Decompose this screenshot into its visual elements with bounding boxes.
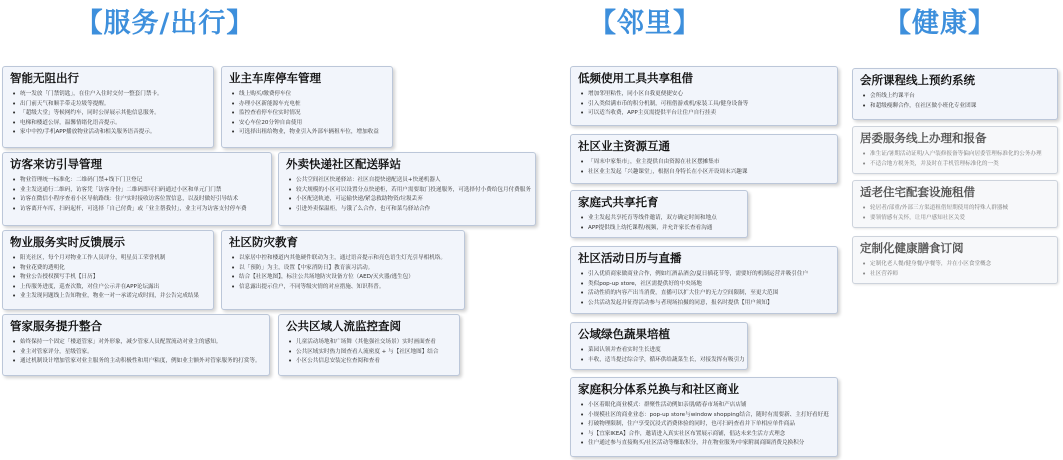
card-title: 智能无阻出行 xyxy=(10,71,79,85)
card-list xyxy=(860,260,1051,279)
list-item: • 社区营养师 xyxy=(860,270,1051,280)
card-list xyxy=(578,270,831,308)
list-item: • 业主发起共享托育等线件邀请，双方确定时间和地点 xyxy=(578,214,741,224)
card-title: 管家服务提升整合 xyxy=(10,319,102,333)
card-title: 家庭式共享托育 xyxy=(578,195,659,209)
list-item: • 增加邻里粘性，同小区自我更便捷安心 xyxy=(578,90,831,100)
list-item: • 要领情感有关怀，让用户感知社区关爱 xyxy=(860,214,1051,224)
list-item: • 始终保持一个固定「楼道管家」对外形象，减少管家人员配置流动对业主的感知。 xyxy=(10,338,263,348)
card-diet-subscription[interactable] xyxy=(852,236,1058,284)
list-item: • 不适合地方税务类，并及时在手机管理标准化的一类 xyxy=(860,160,1051,170)
list-item: • 可选择出租给物业，物业引入外部车辆租车位，增加收益 xyxy=(229,128,386,138)
list-item: • 引进外卖保温柜，与饿了么合作，也可和菜鸟驿站合作 xyxy=(286,205,529,215)
list-item: • 可以适当收费，APP主页需提供平台让住户自行挂卖 xyxy=(578,109,831,119)
list-item: • 打破物理限制，住户享受沉浸式消费体验的同时，也可扫码查看并下单相应单件商品 xyxy=(578,420,831,430)
card-title: 外卖快递社区配送驿站 xyxy=(286,157,401,171)
card-list xyxy=(10,338,263,367)
card-smart-travel[interactable] xyxy=(2,66,214,148)
list-item: • 信息露出提示住户，不同等级灾情的对应措施、知识科普。 xyxy=(229,283,458,293)
list-item: • 上传服务进度，巡查次数，对住户公示并在APP论坛露出 xyxy=(10,283,207,293)
list-item: • 住户通过参与直接购买/社区活动等赚取积分，并在物业服务/中家附属商圈消费兑换积分 xyxy=(578,439,831,449)
list-item: • 通过机制设计增加管家对业主服务的主动积极性和用户粘度，例如业主额外对管家服务的打赏等。 xyxy=(10,357,263,367)
card-list xyxy=(578,90,831,119)
list-item: • 以家居中控和楼道内其他硬件联动为主，通过语音提示和亮色语生灯光引导相机络。 xyxy=(229,254,458,264)
list-item: • 物业花费的透明化 xyxy=(10,264,207,274)
card-title: 公共区域人流监控查阅 xyxy=(286,319,401,333)
card-title: 物业服务实时反馈展示 xyxy=(10,235,125,249)
list-item: • 与【宜家IKEA】合作，邀请进入真实社区布置展示商铺，倡达未来生活方式理念 xyxy=(578,430,831,440)
list-item: • 定制化老人餐/健身餐/孕餐等，并在小区食堂概念 xyxy=(860,260,1051,270)
list-item: • 活动性质的内容产出当消费，直播可以扩大住户的无力空间限制，至更大范围 xyxy=(578,289,831,299)
card-event-calendar[interactable] xyxy=(570,246,838,314)
card-title: 居委服务线上办理和报备 xyxy=(860,131,987,145)
card-disaster-education[interactable] xyxy=(221,230,465,310)
card-title: 会所课程线上预约系统 xyxy=(860,73,975,87)
card-committee-service[interactable] xyxy=(852,126,1058,174)
card-list xyxy=(10,254,207,302)
section-title-neighbor: 【邻里】 xyxy=(589,8,701,39)
list-item: • 类似pop-up store，社区需提供好的中央场地 xyxy=(578,280,831,290)
list-item: • 小区公共信息安装定位查阅和查看 xyxy=(286,357,453,367)
card-list xyxy=(860,204,1051,223)
list-item: • 较大规模的小区可以设置分点快递柜，若用户需要取门投递服务，可选择付小费给包月付费服务 xyxy=(286,186,529,196)
list-item: • 业主发送通行二维码，访客凭「访客身份」二维码即可扫码通过小区和单元门门禁 xyxy=(10,186,265,196)
card-title: 业主车库停车管理 xyxy=(229,71,321,85)
card-title: 低频使用工具共享租借 xyxy=(578,71,693,85)
list-item: • 统一发放「门禁钥匙」，在住户入住时交付一整套门禁卡。 xyxy=(10,90,207,100)
card-list xyxy=(578,214,741,233)
card-list xyxy=(860,92,1051,111)
card-list xyxy=(578,346,745,365)
list-item: • 以「预防」为主，设置【中家消防日】教育演习活动。 xyxy=(229,264,458,274)
list-item: • 引入类似满市币的积分机制，可租借游戏机/家装工具/健身设备等 xyxy=(578,100,831,110)
card-list xyxy=(10,90,207,138)
card-title: 社区防灾教育 xyxy=(229,235,298,249)
list-item: • 阳光社区，每个月对物业工作人员评分，明星员工荣誉机制 xyxy=(10,254,207,264)
list-item: • 办理小区新能源车充电桩 xyxy=(229,100,386,110)
list-item: • 引入优质商家做商业合作，例如红酒品酒会/夏日插花节等，需要好的机制运营并吸引住户 xyxy=(578,270,831,280)
card-title: 适老住宅配套设施租借 xyxy=(860,185,975,199)
list-item: • 出门前天气和顺手带走垃圾等提醒。 xyxy=(10,100,207,110)
card-list xyxy=(10,176,265,214)
card-list xyxy=(578,158,831,177)
list-item: • 公共区域实时热力图查看人流密度 + 与【社区地图】结合 xyxy=(286,348,453,358)
card-title: 社区业主资源互通 xyxy=(578,139,670,153)
list-item: • 小区着眼化商业模式：群聚性活动例如亲朋/踏春市场和产店店铺 xyxy=(578,401,831,411)
list-item: • 电梯和楼道公屏，温馨情绪化语音提示。 xyxy=(10,119,207,129)
section-title-health: 【健康】 xyxy=(884,8,996,39)
list-item: • 丰收，适当提过综合学，循环供给蔬菜生长，对接发挥有吸引力 xyxy=(578,356,741,366)
card-list xyxy=(286,338,453,367)
list-item: • 线上购买/缴费停车位 xyxy=(229,90,386,100)
card-crowd-monitoring[interactable] xyxy=(278,314,460,376)
card-visitor-guidance[interactable] xyxy=(2,152,272,226)
card-list xyxy=(578,401,831,449)
list-item: • 小区配送轨迹，可运输快递/紧急救助物资/垃圾丢弃 xyxy=(286,195,529,205)
list-item: • 社区业主发起「兴趣课堂」，根据自身特长在小区开设周末兴趣课 xyxy=(578,168,831,178)
list-item: • 「周末中家集市」，业主提供自由资源在社区摆摊集市 xyxy=(578,158,831,168)
card-garage-parking[interactable] xyxy=(221,66,393,148)
list-item: • 监控查看停车位实时情况 xyxy=(229,109,386,119)
card-title: 访客来访引导管理 xyxy=(10,157,102,171)
card-title: 社区活动日历与直播 xyxy=(578,251,682,265)
list-item: • 业主对管家评分，星级管家。 xyxy=(10,348,263,358)
card-tool-sharing[interactable] xyxy=(570,66,838,126)
card-elderly-facilities[interactable] xyxy=(852,180,1058,228)
card-title: 定制化健康膳食订阅 xyxy=(860,241,964,255)
list-item: • 轮居者/部重/外部三方渠道租借短期使用的特殊人群器械 xyxy=(860,204,1051,214)
list-item: • 结合【社区地图】，标注公共场地防灾设备方位（AED/灭火器/逃生包） xyxy=(229,273,458,283)
card-shared-childcare[interactable] xyxy=(570,190,748,238)
card-points-commerce[interactable] xyxy=(570,377,838,457)
card-property-feedback[interactable] xyxy=(2,230,214,310)
list-item: • 和超级瘦聊合作，在社区做小班化专业团课 xyxy=(860,102,1051,112)
card-list xyxy=(286,176,529,214)
list-item: • 访客在微信小程序查看小区导航路线：住户实时接收访客位置信息，以及时做好引导结术 xyxy=(10,195,265,205)
card-title: 公域绿色蔬果培植 xyxy=(578,327,670,341)
list-item: • 儿童活动场地和广场舞（其他强社交场景）实时画面查看 xyxy=(286,338,453,348)
list-item: • 准生证/暑期活动证明/入户装修报备等偏向居委管理标准化的公务办理 xyxy=(860,150,1051,160)
list-item: • 公共活动发起并征得活动参与者现场拍摄的同意，报名时提供【用户须知】 xyxy=(578,299,831,309)
list-item: • 菜园认领并查看实时生长进度 xyxy=(578,346,741,356)
list-item: • 家中中控/手机APP播放物业活动和相关服务语音提示。 xyxy=(10,128,207,138)
list-item: • 小规模社区的商业业态：pop-up store与window shopping结合，随时有需要新、主打好看好逛 xyxy=(578,411,831,421)
card-resource-exchange[interactable] xyxy=(570,134,838,184)
list-item: • 「超级大堂」等候网约车，同时公屏展示其他信息服务。 xyxy=(10,109,207,119)
list-item: • 安心车位20分钟自由使用 xyxy=(229,119,386,129)
card-list xyxy=(229,254,458,292)
list-item: • 业主发现问题线上告知物业，物业一对一承诺完成时间，并公告完成结果 xyxy=(10,292,207,302)
card-butler-service[interactable] xyxy=(2,314,270,376)
list-item: • 访客离开车库，扫码起杆，可选择「自己付费」或「业主帮我付」，业主可为访客支付停车费 xyxy=(10,205,265,215)
list-item: • 会所线上约课平台 xyxy=(860,92,1051,102)
card-list xyxy=(229,90,386,138)
section-title-service: 【服务/出行】 xyxy=(75,8,255,39)
list-item: • 公共空间社区快递驿站：社区自提快递配送员+快递机器人 xyxy=(286,176,529,186)
card-green-garden[interactable] xyxy=(570,322,748,370)
list-item: • 物业公告授权撰写手机【日历】 xyxy=(10,273,207,283)
list-item: • 物业管理统一标准化：二维码门禁+线下门卫登记 xyxy=(10,176,265,186)
list-item: • APP提供线上幼托课程/视频，并允许家长查看沟通 xyxy=(578,224,741,234)
card-course-booking[interactable] xyxy=(852,68,1058,120)
card-list xyxy=(860,150,1051,169)
card-delivery-station[interactable] xyxy=(278,152,536,226)
card-title: 家庭积分体系兑换与和社区商业 xyxy=(578,382,739,396)
